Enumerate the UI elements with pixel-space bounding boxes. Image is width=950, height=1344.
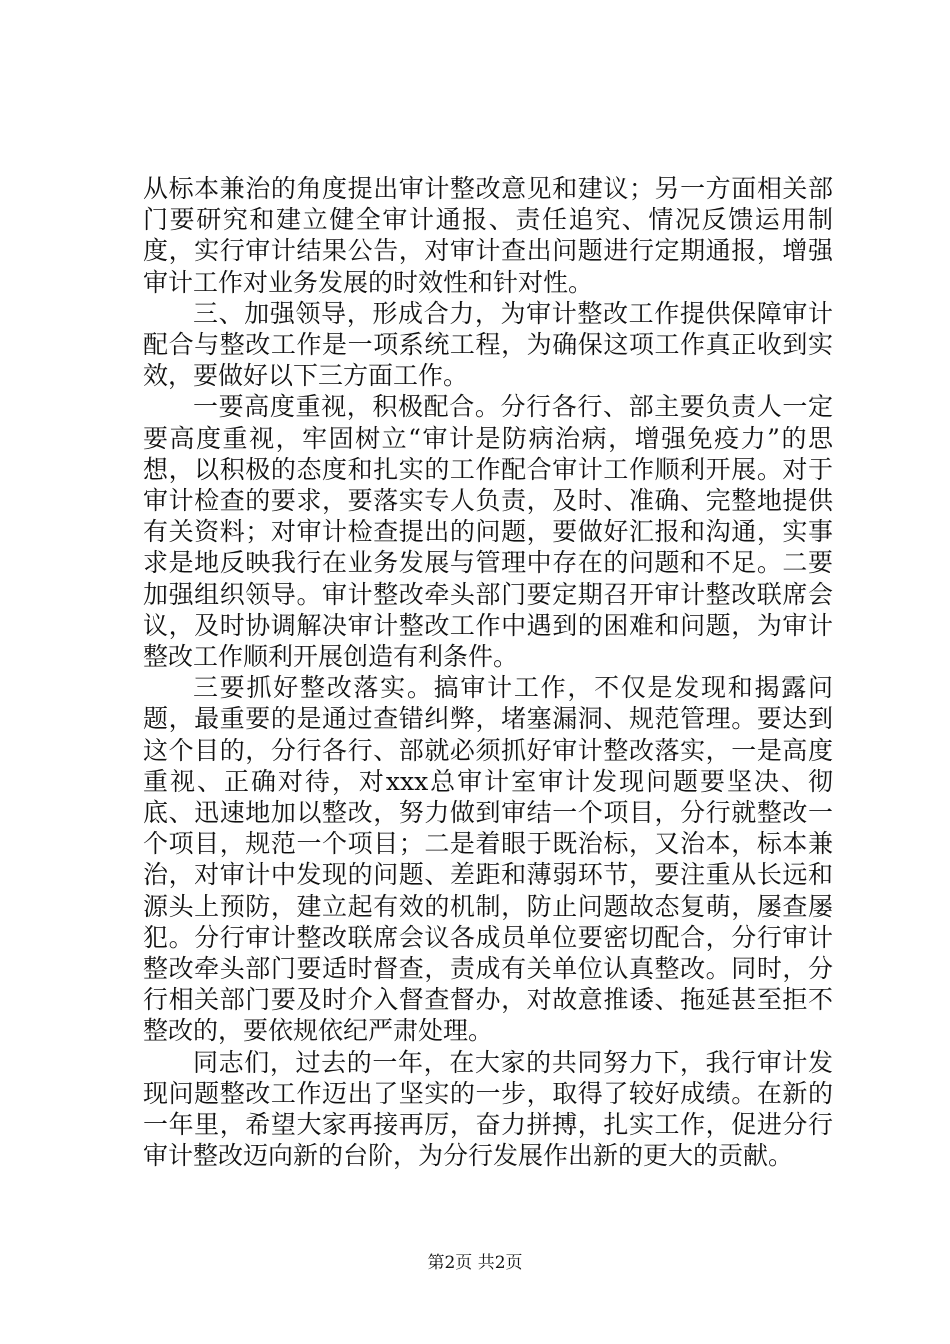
paragraph-continuation: 从标本兼治的角度提出审计整改意见和建议；另一方面相关部门要研究和建立健全审计通报、责任追究、情况反馈运用制度，实行审计结果公告，对审计查出问题进行定期通报，增强审计工作对业务发展的时效性和针对性。 bbox=[143, 174, 833, 297]
page-number-label: 第2页 共2页 bbox=[427, 1253, 523, 1273]
paragraph-point-three: 三要抓好整改落实。搞审计工作，不仅是发现和揭露问题，最重要的是通过查错纠弊，堵塞漏洞、规范管理。要达到这个目的，分行各行、部就必须抓好审计整改落实，一是高度重视、正确对待，对xxx总审计室审计发现问题要坚决、彻底、迅速地加以整改，努力做到审结一个项目，分行就整改一个项目，规范一个项目；二是着眼于既治标，又治本，标本兼治，对审计中发现的问题、差距和薄弱环节，要注重从长远和源头上预防，建立起有效的机制，防止问题故态复萌，屡查屡犯。分行审计整改联席会议各成员单位要密切配合，分行审计整改牵头部门要适时督查，责成有关单位认真整改。同时，分行相关部门要及时介入督查督办，对故意推诿、拖延甚至拒不整改的，要依规依纪严肃处理。 bbox=[143, 673, 833, 1046]
page-footer bbox=[0, 1253, 950, 1273]
paragraph-section-three: 三、加强领导，形成合力，为审计整改工作提供保障审计配合与整改工作是一项系统工程，为确保这项工作真正收到实效，要做好以下三方面工作。 bbox=[143, 298, 833, 391]
document-body bbox=[143, 173, 833, 1172]
paragraph-closing: 同志们，过去的一年，在大家的共同努力下，我行审计发现问题整改工作迈出了坚实的一步，取得了较好成绩。在新的一年里，希望大家再接再厉，奋力拼搏，扎实工作，促进分行审计整改迈向新的台阶，为分行发展作出新的更大的贡献。 bbox=[143, 1047, 833, 1171]
paragraph-point-one: 一要高度重视，积极配合。分行各行、部主要负责人一定要高度重视，牢固树立“审计是防病治病，增强免疫力”的思想，以积极的态度和扎实的工作配合审计工作顺利开展。对于审计检查的要求，要落实专人负责，及时、准确、完整地提供有关资料；对审计检查提出的问题，要做好汇报和沟通，实事求是地反映我行在业务发展与管理中存在的问题和不足。二要加强组织领导。审计整改牵头部门要定期召开审计整改联席会议，及时协调解决审计整改工作中遇到的困难和问题，为审计整改工作顺利开展创造有利条件。 bbox=[143, 392, 833, 672]
